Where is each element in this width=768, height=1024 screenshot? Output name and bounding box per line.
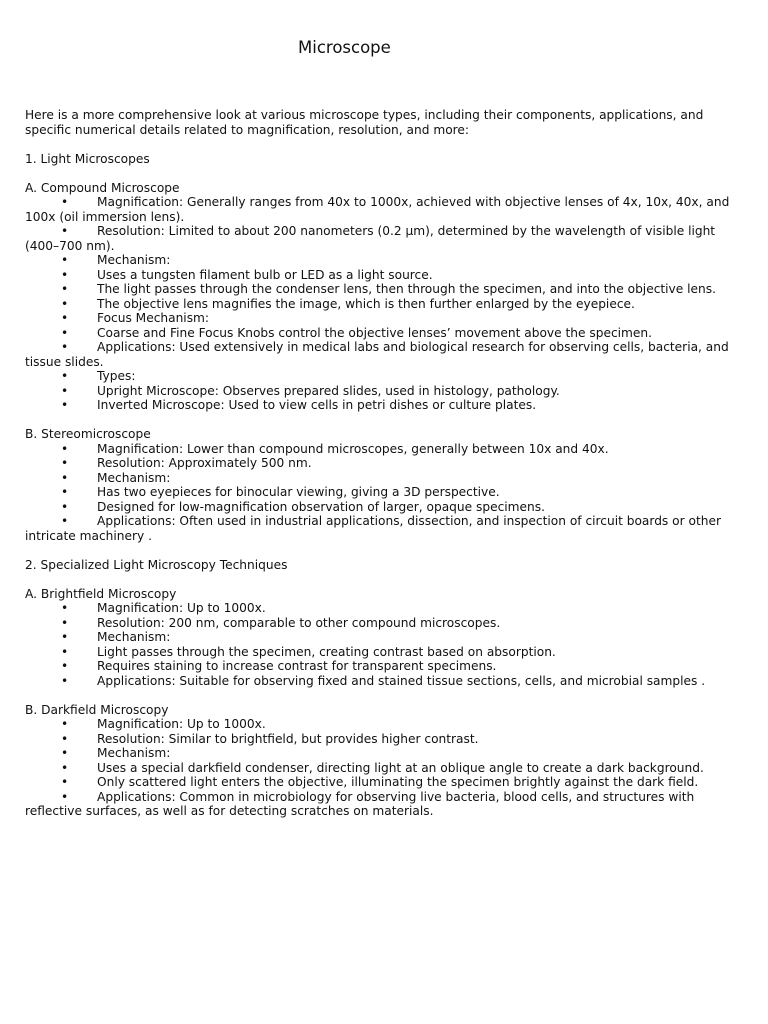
list-item: • Requires staining to increase contrast for transparent specimens.	[61, 659, 497, 673]
bullet-icon: •	[61, 340, 69, 354]
list-item: • Light passes through the specimen, creating contrast based on absorption.	[61, 644, 556, 659]
list-item: • Mechanism:	[61, 470, 171, 485]
bullet-icon: •	[61, 311, 69, 325]
list-item: • Mechanism:	[61, 746, 171, 760]
section-heading: 2. Specialized Light Microscopy Techniques	[25, 557, 288, 572]
list-item: • Resolution: Limited to about 200 nanometers (0.2 µm), determined by the wavelength of visible light (400–700 nm).	[25, 224, 716, 253]
list-item: • Types:	[61, 369, 136, 383]
bullet-icon: •	[61, 789, 69, 804]
bullet-icon: •	[61, 470, 69, 485]
bullet-icon: •	[61, 296, 69, 311]
list-item: • Magnification: Lower than compound microscopes, generally between 10x and 40x.	[61, 441, 609, 456]
bullet-icon: •	[61, 253, 69, 267]
section-heading: 1. Light Microscopes	[25, 151, 150, 166]
list-item: • Magnification: Up to 1000x.	[61, 717, 266, 731]
list-item: • Applications: Often used in industrial applications, dissection, and inspection of circuit boards or other intricate machinery .	[25, 514, 721, 543]
list-item: • Mechanism:	[61, 253, 171, 267]
list-item: • Designed for low-magnification observation of larger, opaque specimens.	[61, 499, 545, 514]
bullet-icon: •	[61, 282, 69, 296]
list-item: • Focus Mechanism:	[61, 311, 210, 325]
list-item: • Inverted Microscope: Used to view cells in petri dishes or culture plates.	[61, 398, 537, 412]
bullet-icon: •	[61, 325, 69, 340]
list-item: • Resolution: 200 nm, comparable to other compound microscopes.	[61, 615, 501, 630]
intro-paragraph: Here is a more comprehensive look at various microscope types, including their components, applications, and specific numerical details related to magnification, resolution, and more:	[25, 108, 704, 137]
list-item: • Applications: Used extensively in medical labs and biological research for observing cells, bacteria, and tissue slides.	[25, 340, 729, 369]
spacer	[25, 543, 730, 558]
list-item: • The objective lens magnifies the image, which is then further enlarged by the eyepiece.	[61, 296, 635, 311]
list-item: • The light passes through the condenser lens, then through the specimen, and into the objective lens.	[61, 282, 716, 296]
subsection-heading: A. Compound Microscope	[25, 180, 180, 195]
list-item: • Applications: Suitable for observing fixed and stained tissue sections, cells, and microbial samples .	[61, 673, 706, 688]
bullet-icon: •	[61, 630, 69, 644]
bullet-icon: •	[61, 369, 69, 383]
bullet-icon: •	[61, 673, 69, 688]
list-item: • Has two eyepieces for binocular viewing, giving a 3D perspective.	[61, 485, 500, 499]
bullet-icon: •	[61, 760, 69, 775]
list-item: • Upright Microscope: Observes prepared slides, used in histology, pathology.	[61, 383, 560, 398]
bullet-icon: •	[61, 224, 69, 238]
spacer	[25, 572, 730, 587]
bullet-icon: •	[61, 659, 69, 673]
bullet-icon: •	[61, 746, 69, 760]
bullet-icon: •	[61, 514, 69, 528]
bullet-icon: •	[61, 383, 69, 398]
bullet-icon: •	[61, 267, 69, 282]
list-item: • Uses a tungsten filament bulb or LED as a light source.	[61, 267, 433, 282]
bullet-icon: •	[61, 398, 69, 412]
bullet-icon: •	[61, 731, 69, 746]
spacer	[25, 413, 730, 428]
list-item: • Mechanism:	[61, 630, 171, 644]
list-item: • Applications: Common in microbiology for observing live bacteria, blood cells, and structures with reflective surfaces, as well as for detecting scratches on materials.	[25, 789, 695, 818]
bullet-icon: •	[61, 456, 69, 470]
spacer	[25, 137, 730, 152]
list-item: • Resolution: Approximately 500 nm.	[61, 456, 312, 470]
spacer	[25, 166, 730, 181]
bullet-icon: •	[61, 441, 69, 456]
subsection-heading: B. Stereomicroscope	[25, 427, 151, 441]
bullet-icon: •	[61, 775, 69, 789]
list-item: • Resolution: Similar to brightfield, but provides higher contrast.	[61, 731, 479, 746]
spacer	[25, 688, 730, 703]
bullet-icon: •	[61, 615, 69, 630]
list-item: • Magnification: Generally ranges from 40x to 1000x, achieved with objective lenses of 4x, 10x, 40x, and 100x (oil immersion lens).	[25, 195, 730, 224]
bullet-icon: •	[61, 717, 69, 731]
list-item: • Uses a special darkfield condenser, directing light at an oblique angle to create a dark background.	[61, 760, 704, 775]
bullet-icon: •	[61, 485, 69, 499]
bullet-icon: •	[61, 499, 69, 514]
subsection-heading: B. Darkfield Microscopy	[25, 702, 169, 717]
bullet-icon: •	[61, 601, 69, 615]
bullet-icon: •	[61, 644, 69, 659]
list-item: • Only scattered light enters the objective, illuminating the specimen brightly against the dark field.	[61, 775, 699, 789]
document-body	[25, 108, 730, 819]
bullet-icon: •	[61, 195, 69, 209]
list-item: • Magnification: Up to 1000x.	[61, 601, 266, 615]
subsection-heading: A. Brightfield Microscopy	[25, 586, 177, 601]
list-item: • Coarse and Fine Focus Knobs control the objective lenses’ movement above the specimen.	[61, 325, 653, 340]
page-title: Microscope	[298, 38, 391, 57]
